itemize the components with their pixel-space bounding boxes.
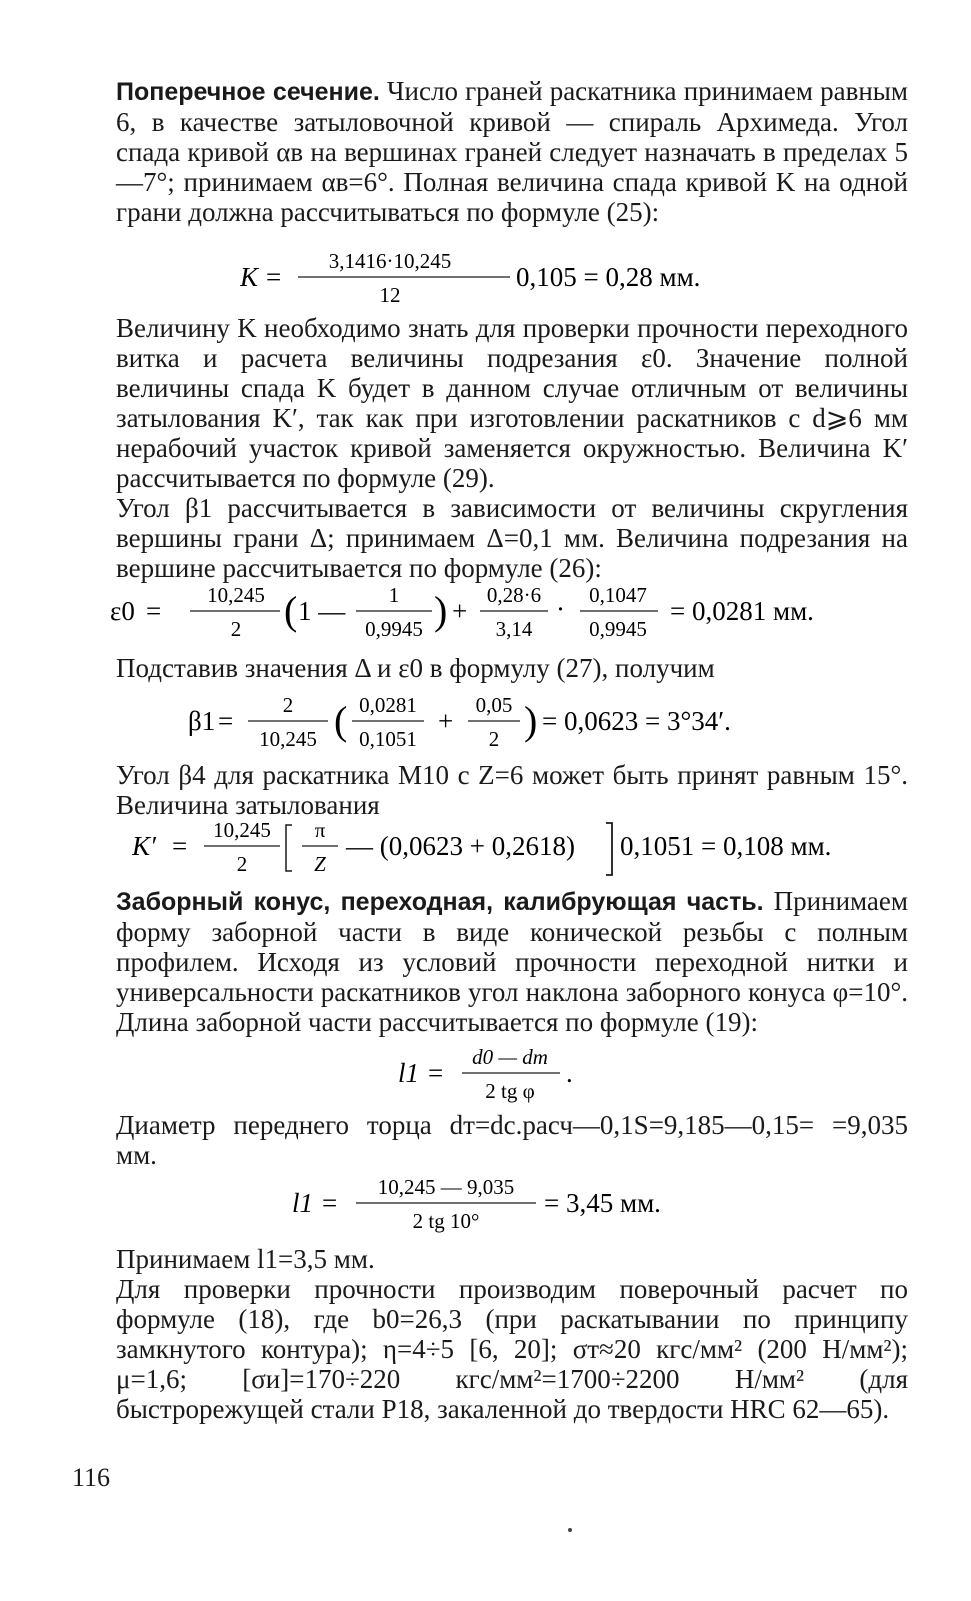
- paragraph-beta4: [78, 760, 908, 820]
- formula-denominator: 10,245: [259, 727, 317, 751]
- scan-artifact-dot: [568, 1528, 572, 1532]
- formula-numerator: d0 — dт: [472, 1045, 548, 1069]
- paragraph-cross-section: [78, 76, 908, 227]
- paragraph-substitution: [78, 653, 908, 683]
- formula-lhs: l1: [292, 1188, 314, 1218]
- svg-text:·: ·: [556, 594, 565, 624]
- formula-result: = 0,0623 = 3°34′.: [542, 706, 731, 736]
- section-heading: Поперечное сечение.: [116, 78, 380, 106]
- page-number: 116: [72, 1463, 111, 1492]
- svg-text:(: (: [334, 698, 348, 743]
- formula-numerator: 0,1047: [589, 583, 647, 607]
- formula-lhs: K′: [132, 831, 156, 861]
- paragraph-text: Угол β1 рассчитывается в зависимости от величины скругления вершины грани Δ; принимаем Δ=0,1 мм. Величина подрезания на вершине рассчитывается по формуле (26):: [116, 493, 908, 583]
- paragraph-check: [78, 1244, 908, 1424]
- paragraph-text: Подставив значения Δ и ε0 в формулу (27), получим: [116, 653, 715, 683]
- formula-numerator: 3,1416·10,245: [328, 249, 452, 273]
- formula-k: [240, 246, 760, 317]
- formula-l1-value: [292, 1172, 732, 1243]
- formula-lhs: l1: [398, 1058, 420, 1088]
- svg-text:+: +: [438, 706, 454, 736]
- formula-numerator: 10,245 — 9,035: [377, 1175, 515, 1199]
- formula-denominator: 0,9945: [365, 617, 423, 641]
- formula-numerator: 0,0281: [359, 693, 417, 717]
- formula-beta: [188, 690, 828, 761]
- svg-text:=: =: [266, 262, 282, 292]
- paragraph-text: Величину K необходимо знать для проверки прочности переходного витка и расчета величины подрезания ε0. Значение полной величины спада K будет в данном случае отличным от величины затылования K′, так как при изготовлении раскатников с d⩾6 мм нерабочий участок кривой заменяется окружностью. Величина K′ рассчитывается по формуле (29).: [116, 313, 908, 493]
- formula-denominator: 2 tg φ: [485, 1079, 535, 1103]
- formula-denominator: 2: [488, 727, 500, 751]
- formula-result: = 3,45 мм.: [544, 1188, 661, 1218]
- formula-result: = 0,0281 мм.: [670, 596, 814, 626]
- formula-lhs: β1: [188, 706, 216, 736]
- paragraph-text: Принимаем форму заборной части в виде конической резьбы с полным профилем. Исходя из условий прочности переходной нитки и универсальности раскатников угол наклона заборного конуса φ=10°. Длина заборной части рассчитывается по формуле (19):: [116, 886, 908, 1037]
- formula-lhs: K: [240, 262, 259, 292]
- formula-numerator: 0,05: [475, 693, 513, 717]
- paragraph-text: Для проверки прочности производим поверочный расчет по формуле (18), где b0=26,3 (при раскатывании по принципу замкнутого контура); η=4÷5 [6, 20]; σт≈20 кгс/мм² (200 Н/мм²); μ=1,6; [σи]=170÷220 кгс/мм²=1700÷2200 Н/мм² (для быстрорежущей стали Р18, закаленной до твердости HRC 62—65).: [116, 1274, 908, 1424]
- paragraph-text: Угол β4 для раскатника М10 с Z=6 может быть принят равным 15°. Величина затылования: [116, 760, 908, 820]
- paragraph-text: Диаметр переднего торца dт=dс.расч—0,1S=9,185—0,15= =9,035 мм.: [116, 1110, 908, 1170]
- paragraph-cone: [78, 886, 908, 1037]
- formula-tail: 0,105 = 0,28 мм.: [516, 262, 701, 292]
- formula-result: 0,1051 = 0,108 мм.: [620, 831, 832, 861]
- formula-numerator: π: [314, 818, 326, 842]
- formula-numerator: 10,245: [207, 583, 265, 607]
- formula-denominator: 0,1051: [359, 727, 417, 751]
- paragraph-text: Число граней раскатника принимаем равным 6, в качестве затыловочной кривой — спираль Архимеда. Угол спада кривой αв на вершинах граней следует назначать в пределах 5—7°; принимаем αв=6°. Полная величина спада кривой K на одной грани должна рассчитываться по формуле (25):: [116, 76, 908, 227]
- formula-lhs: ε0: [110, 596, 135, 626]
- svg-text:=: =: [322, 1188, 338, 1218]
- svg-text:.: .: [566, 1058, 573, 1088]
- formula-denominator: 2: [236, 852, 248, 876]
- svg-text:): ): [434, 588, 448, 633]
- formula-denominator: 12: [379, 283, 401, 307]
- formula-denominator: 3,14: [495, 617, 533, 641]
- paragraph-diameter: [78, 1110, 908, 1170]
- formula-numerator: 2: [282, 693, 294, 717]
- svg-text:1 —: 1 —: [298, 596, 346, 626]
- formula-numerator: 0,28·6: [486, 583, 542, 607]
- formula-denominator: 2 tg 10°: [412, 1209, 480, 1233]
- formula-denominator: 2: [230, 617, 242, 641]
- formula-epsilon: [110, 580, 870, 651]
- formula-l1-general: [398, 1042, 598, 1113]
- svg-text:(: (: [284, 588, 298, 633]
- formula-k-prime: [132, 815, 862, 886]
- svg-text:=: =: [218, 706, 234, 736]
- formula-numerator: 1: [388, 583, 400, 607]
- formula-numerator: 10,245: [213, 818, 271, 842]
- svg-text:+: +: [452, 596, 468, 626]
- paragraph-k-value: [78, 313, 908, 583]
- svg-text:=: =: [172, 831, 188, 861]
- section-heading: Заборный конус, переходная, калибрующая часть.: [116, 888, 764, 916]
- svg-text:=: =: [428, 1058, 444, 1088]
- formula-middle: — (0,0623 + 0,2618): [346, 831, 575, 861]
- formula-denominator: 0,9945: [589, 617, 647, 641]
- svg-text:=: =: [146, 596, 162, 626]
- formula-denominator: Z: [314, 852, 326, 876]
- paragraph-text: Принимаем l1=3,5 мм.: [116, 1244, 375, 1274]
- svg-text:): ): [524, 698, 538, 743]
